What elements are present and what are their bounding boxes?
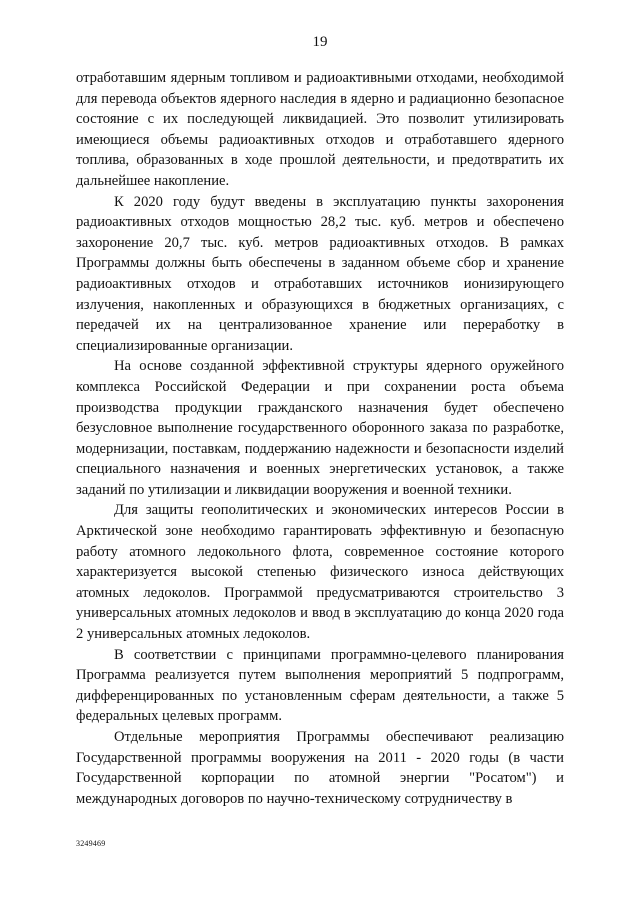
paragraph-radioactive-waste-disposal: К 2020 году будут введены в эксплуатацию пункты захоронения радиоактивных отходов мощностью 28,2 тыс. куб. метров и обеспечено захоронение 20,7 тыс. куб. метров радиоактивных отходов. В рамках Программы должны быть обеспечены в заданном объеме сбор и хранение радиоактивных отходов и отработавших источников ионизирующего излучения, накопленных и образующихся в бюджетных организациях, с передачей их на централизованное хранение или переработку в специализированные организации. xyxy=(76,193,564,354)
paragraph-continuation: отработавшим ядерным топливом и радиоактивными отходами, необходимой для перевода объектов ядерного наследия в ядерно и радиационно безопасное состояние с их последующей ликвидацией. Это позволит утилизировать имеющиеся объемы радиоактивных отходов и отработавшего ядерного топлива, образованных в ходе прошлой деятельности, и предотвратить их дальнейшее накопление. xyxy=(76,70,564,189)
paragraph-program-structure: В соответствии с принципами программно-целевого планирования Программа реализуется путем выполнения мероприятий 5 подпрограмм, дифференцированных по установленным сферам деятельности, а также 5 федеральных целевых программ. xyxy=(76,646,564,725)
paragraph-nuclear-weapons-complex: На основе созданной эффективной структуры ядерного оружейного комплекса Российской Федерации и при сохранении роста объема производства продукции гражданского назначения будет обеспечено безусловное выполнение государственного оборонного заказа по разработке, модернизации, поставкам, поддержанию надежности и безопасности изделий специального назначения и военных энергетических установок, а также заданий по утилизации и ликвидации вооружения и военной техники. xyxy=(76,358,564,498)
document-id: 3249469 xyxy=(76,839,106,848)
page-number: 19 xyxy=(312,34,328,50)
paragraph-icebreaker-fleet: Для защиты геополитических и экономических интересов России в Арктической зоне необходимо гарантировать эффективную и безопасную работу атомного ледокольного флота, современное состояние которого характеризуется высокой степенью физического износа действующих атомных ледоколов. Программой предусматриваются строительство 3 универсальных атомных ледоколов и ввод в эксплуатацию до конца 2020 года 2 универсальных атомных ледоколов. xyxy=(76,502,564,643)
document-body xyxy=(76,68,564,809)
paragraph-program-measures: Отдельные мероприятия Программы обеспечивают реализацию Государственной программы вооружения на 2011 - 2020 годы (в части Государственной корпорации по атомной энергии "Росатом") и международных договоров по научно-техническому сотрудничеству в xyxy=(76,729,564,807)
